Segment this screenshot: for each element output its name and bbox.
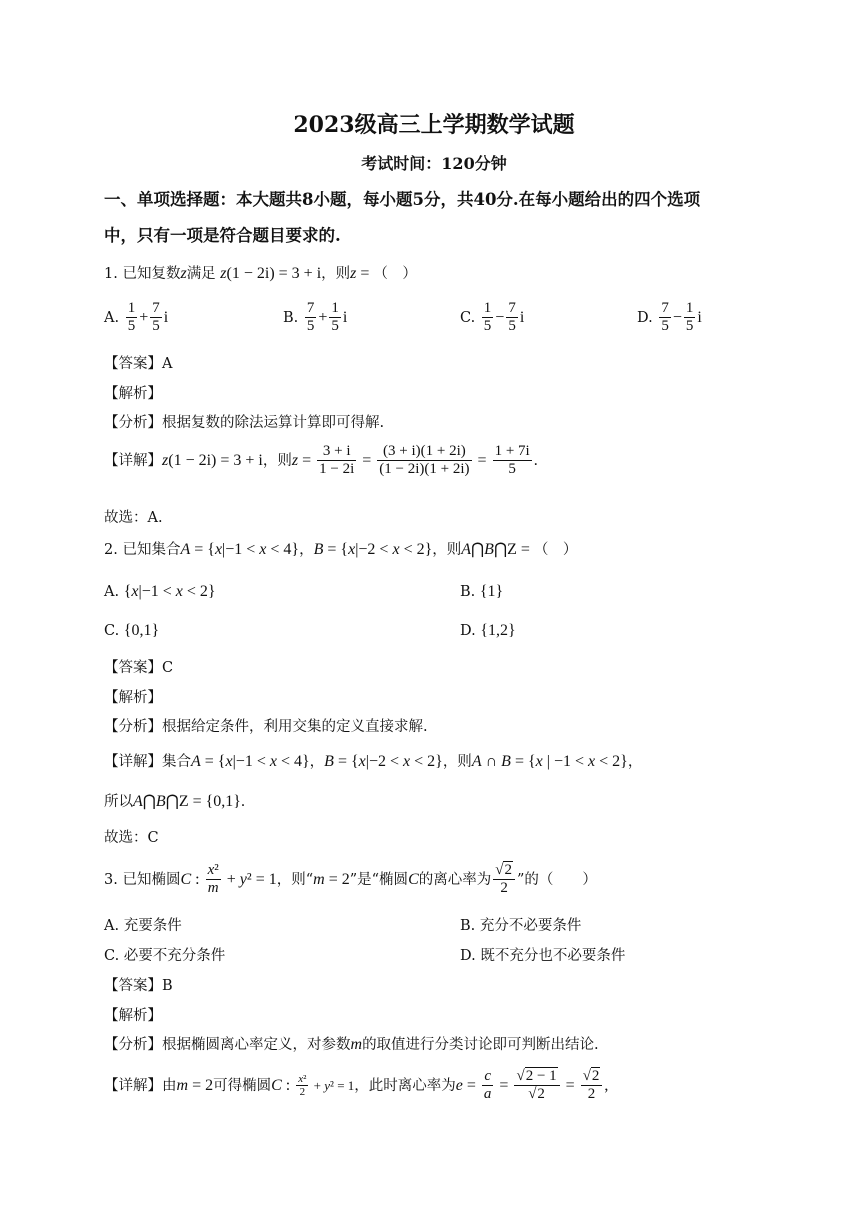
q3-stem: 3. 已知椭圆C : $\frac{\text{x²}}{m}$ + y² = 1，则“m = 2”是“椭圆C的离心率为 $\frac{√2}{2}$ ”的（ ） (104, 862, 597, 897)
q1-option-c[interactable]: C. $\frac{1}{5}$ − $\frac{7}{5}$ i (460, 300, 525, 335)
q3-option-c[interactable]: C. 必要不充分条件 (104, 948, 226, 964)
q2-option-a[interactable]: A. {x|−1 < x < 2} (104, 583, 216, 600)
q1-stem: 1. 已知复数z满足 z(1 − 2i) = 3 + i，则z = （ ） (104, 265, 417, 282)
exam-time: 考试时间：120分钟 (361, 154, 507, 173)
q1-fenxi: 【分析】根据复数的除法运算计算即可得解. (104, 415, 385, 431)
q3-option-b[interactable]: B. 充分不必要条件 (460, 918, 582, 934)
q1-analysis-title: 【解析】 (104, 386, 162, 402)
q1-answer: 【答案】A (104, 356, 173, 372)
q2-answer: 【答案】C (104, 660, 174, 676)
q3-analysis-title: 【解析】 (104, 1008, 162, 1024)
q2-option-c[interactable]: C. {0,1} (104, 622, 160, 639)
q2-analysis-title: 【解析】 (104, 690, 162, 706)
q3-fenxi: 【分析】根据椭圆离心率定义，对参数m的取值进行分类讨论即可判断出结论. (104, 1036, 599, 1053)
q3-option-d[interactable]: D. 既不充分也不必要条件 (460, 948, 626, 964)
page-title: 2023级高三上学期数学试题 (293, 112, 575, 138)
q1-option-a[interactable]: A. $\frac{1}{5}$ + $\frac{7}{5}$ i (104, 300, 169, 335)
q2-so: 所以A⋂B⋂Z = {0,1}. (104, 793, 245, 810)
q1-choose: 故选：A. (104, 510, 163, 526)
q2-option-d[interactable]: D. {1,2} (460, 622, 516, 639)
q3-answer: 【答案】B (104, 978, 173, 994)
q3-detail: 【详解】由m = 2可得椭圆C : $\frac{\text{x²}}{2}$ + y² = 1，此时离心率为e = $\frac{c}{a}$ = $\frac{√2 - 1}{√2}$ = $\frac{√2}{2}$ , (104, 1068, 609, 1103)
section-heading-line1: 一、单项选择题：本大题共8小题，每小题5分，共40分.在每小题给出的四个选项 (104, 190, 701, 209)
q1-option-b[interactable]: B. $\frac{7}{5}$ + $\frac{1}{5}$ i (283, 300, 348, 335)
q2-option-b[interactable]: B. {1} (460, 583, 504, 600)
q2-detail: 【详解】集合A = {x|−1 < x < 4}，B = {x|−2 < x < 2}，则A ∩ B = {x | −1 < x < 2}， (104, 753, 643, 770)
section-heading-line2: 中，只有一项是符合题目要求的. (104, 226, 341, 245)
q1-detail: 【详解】z(1 − 2i) = 3 + i，则z = $\frac{3 + i}{1 - 2i}$ = $\frac{(3 + i)(1 + 2i)}{(1 - 2i)(1 + 2i)}$ = $\frac{1 + 7i}{5}$ . (104, 443, 538, 478)
q2-fenxi: 【分析】根据给定条件，利用交集的定义直接求解. (104, 719, 428, 735)
q3-option-a[interactable]: A. 充要条件 (104, 918, 182, 934)
q1-option-d[interactable]: D. $\frac{7}{5}$ − $\frac{1}{5}$ i (637, 300, 702, 335)
q2-stem: 2. 已知集合A = {x|−1 < x < 4}，B = {x|−2 < x < 2}，则A⋂B⋂Z = （ ） (104, 541, 578, 558)
q2-choose: 故选：C (104, 830, 159, 846)
